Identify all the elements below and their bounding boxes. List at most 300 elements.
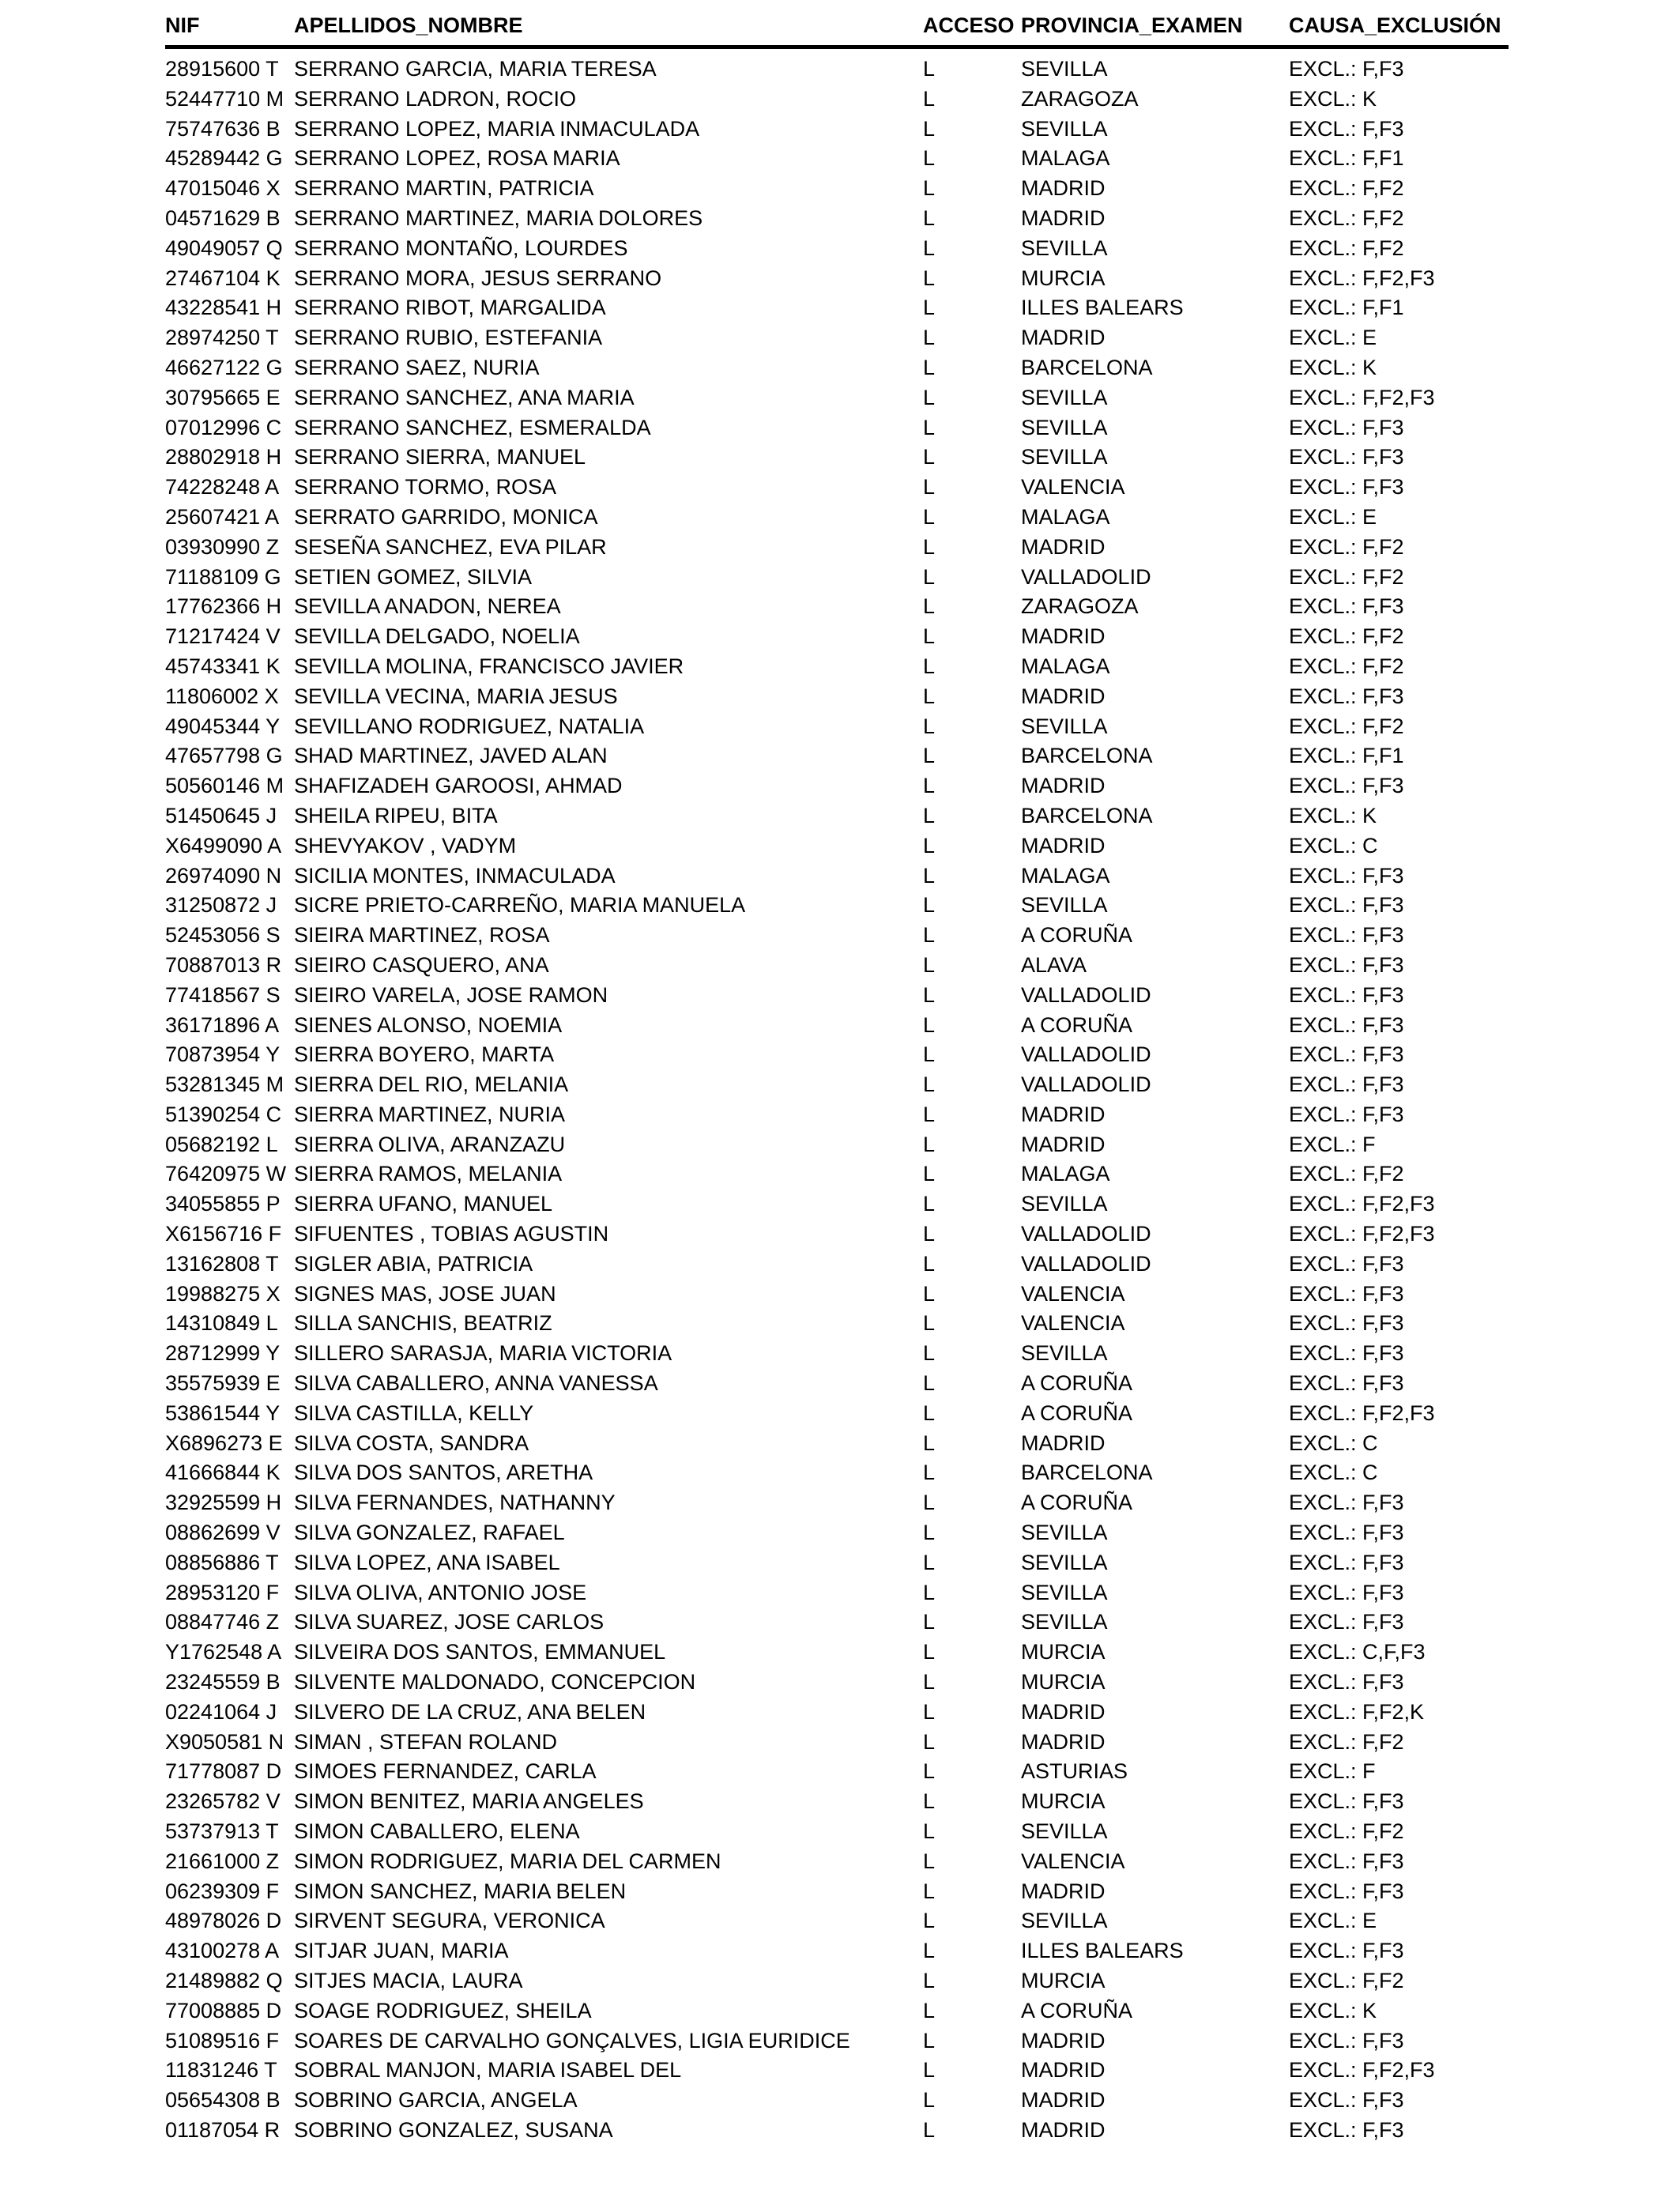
name-cell: SERRANO GARCIA, MARIA TERESA [294, 57, 657, 81]
acceso-cell: L [923, 833, 936, 858]
name-cell: SERRANO LOPEZ, MARIA INMACULADA [294, 116, 700, 141]
table-row [165, 1578, 1509, 1608]
table-row [165, 622, 1509, 652]
provincia-cell: MADRID [1021, 684, 1106, 708]
name-cell: SERRANO SANCHEZ, ESMERALDA [294, 415, 651, 439]
name-cell: SEVILLA MOLINA, FRANCISCO JAVIER [294, 654, 684, 678]
table-row [165, 1638, 1509, 1668]
causa-cell: EXCL.: F,F3 [1289, 863, 1404, 888]
nif-cell: 31250872 J [165, 893, 277, 918]
causa-cell: EXCL.: F,F3 [1289, 1281, 1404, 1306]
causa-cell: EXCL.: F,F3 [1289, 1371, 1404, 1396]
acceso-cell: L [923, 564, 936, 589]
causa-cell: EXCL.: F,F2 [1289, 534, 1404, 559]
name-cell: SILVA COSTA, SANDRA [294, 1431, 529, 1455]
causa-cell: EXCL.: F,F2,F3 [1289, 2058, 1435, 2083]
nif-cell: 51450645 J [165, 803, 277, 827]
provincia-cell: ILLES BALEARS [1021, 296, 1184, 320]
nif-cell: 27467104 K [165, 266, 281, 290]
name-cell: SERRANO SAEZ, NURIA [294, 355, 540, 379]
table-row [165, 2116, 1509, 2146]
provincia-cell: VALENCIA [1021, 1281, 1125, 1306]
acceso-cell: L [923, 534, 936, 559]
table-row [165, 1309, 1509, 1339]
acceso-cell: L [923, 1670, 936, 1695]
provincia-cell: A CORUÑA [1021, 1400, 1133, 1425]
causa-cell: EXCL.: C [1289, 1461, 1378, 1485]
causa-cell: EXCL.: F,F2 [1289, 1162, 1404, 1186]
provincia-cell: MADRID [1021, 833, 1106, 858]
nif-cell: 51390254 C [165, 1102, 282, 1126]
causa-cell: EXCL.: E [1289, 326, 1377, 350]
table-row [165, 115, 1509, 145]
provincia-cell: BARCELONA [1021, 1461, 1153, 1485]
table-row [165, 2026, 1509, 2056]
nif-cell: 70873954 Y [165, 1042, 281, 1067]
provincia-cell: SEVILLA [1021, 385, 1108, 409]
nif-cell: 46627122 G [165, 355, 283, 379]
causa-cell: EXCL.: F,F3 [1289, 1251, 1404, 1276]
name-cell: SETIEN GOMEZ, SILVIA [294, 564, 533, 589]
table-row [165, 85, 1509, 115]
causa-cell: EXCL.: F,F3 [1289, 1610, 1404, 1634]
nif-cell: 28974250 T [165, 326, 279, 350]
table-row [165, 1159, 1509, 1189]
nif-cell: 05682192 L [165, 1132, 278, 1156]
name-cell: SILVA CABALLERO, ANNA VANESSA [294, 1371, 658, 1396]
name-cell: SIMOES FERNANDEZ, CARLA [294, 1759, 597, 1784]
causa-cell: EXCL.: F,F3 [1289, 2028, 1404, 2053]
table-row [165, 1996, 1509, 2026]
table-row [165, 2086, 1509, 2116]
acceso-cell: L [923, 1610, 936, 1634]
name-cell: SIFUENTES , TOBIAS AGUSTIN [294, 1222, 609, 1246]
provincia-cell: MURCIA [1021, 1640, 1106, 1664]
causa-cell: EXCL.: F,F2 [1289, 564, 1404, 589]
table-row [165, 981, 1509, 1011]
nif-cell: 52453056 S [165, 923, 281, 948]
nif-cell: 19988275 X [165, 1281, 281, 1306]
causa-cell: EXCL.: C,F,F3 [1289, 1640, 1426, 1664]
provincia-cell: MADRID [1021, 2088, 1106, 2113]
causa-cell: EXCL.: K [1289, 86, 1377, 111]
causa-cell: EXCL.: F,F2 [1289, 236, 1404, 260]
provincia-cell: SEVILLA [1021, 445, 1108, 469]
acceso-cell: L [923, 1371, 936, 1396]
causa-cell: EXCL.: F,F3 [1289, 774, 1404, 798]
nif-cell: 47657798 G [165, 744, 283, 768]
nif-cell: 06239309 F [165, 1879, 280, 1903]
table-row [165, 1518, 1509, 1548]
acceso-cell: L [923, 1431, 936, 1455]
nif-cell: 53281345 M [165, 1072, 284, 1097]
table-row [165, 1698, 1509, 1728]
name-cell: SIERRA DEL RIO, MELANIA [294, 1072, 569, 1097]
provincia-cell: MADRID [1021, 2028, 1106, 2053]
causa-cell: EXCL.: F,F1 [1289, 296, 1404, 320]
provincia-cell: SEVILLA [1021, 1610, 1108, 1634]
causa-cell: EXCL.: F,F3 [1289, 893, 1404, 918]
causa-cell: EXCL.: F [1289, 1132, 1376, 1156]
nif-cell: 13162808 T [165, 1251, 279, 1276]
acceso-cell: L [923, 1789, 936, 1814]
acceso-cell: L [923, 714, 936, 738]
header-provincia-examen: PROVINCIA_EXAMEN [1021, 13, 1243, 37]
causa-cell: EXCL.: F,F3 [1289, 1939, 1404, 1963]
acceso-cell: L [923, 385, 936, 409]
provincia-cell: ASTURIAS [1021, 1759, 1128, 1784]
acceso-cell: L [923, 2117, 936, 2142]
name-cell: SERRANO MARTINEZ, MARIA DOLORES [294, 205, 703, 230]
nif-cell: 30795665 E [165, 385, 281, 409]
provincia-cell: VALLADOLID [1021, 1042, 1151, 1067]
acceso-cell: L [923, 2058, 936, 2083]
table-row [165, 831, 1509, 861]
causa-cell: EXCL.: F,F2,K [1289, 1699, 1425, 1724]
name-cell: SHEILA RIPEU, BITA [294, 803, 498, 827]
nif-cell: X6156716 F [165, 1222, 282, 1246]
table-row [165, 1040, 1509, 1070]
acceso-cell: L [923, 774, 936, 798]
causa-cell: EXCL.: F,F1 [1289, 146, 1404, 171]
acceso-cell: L [923, 982, 936, 1007]
acceso-cell: L [923, 1461, 936, 1485]
provincia-cell: MADRID [1021, 176, 1106, 201]
causa-cell: EXCL.: F,F3 [1289, 1849, 1404, 1873]
acceso-cell: L [923, 1400, 936, 1425]
acceso-cell: L [923, 415, 936, 439]
name-cell: SERRATO GARRIDO, MONICA [294, 504, 598, 529]
name-cell: SITJES MACIA, LAURA [294, 1969, 523, 1992]
provincia-cell: MALAGA [1021, 146, 1110, 171]
acceso-cell: L [923, 355, 936, 379]
table-row [165, 682, 1509, 712]
table-row [165, 1877, 1509, 1907]
causa-cell: EXCL.: F,F2 [1289, 624, 1404, 649]
nif-cell: 11831246 T [165, 2058, 277, 2083]
causa-cell: EXCL.: K [1289, 803, 1377, 827]
causa-cell: EXCL.: F,F3 [1289, 445, 1404, 469]
provincia-cell: MADRID [1021, 1729, 1106, 1754]
name-cell: SHAFIZADEH GAROOSI, AHMAD [294, 774, 623, 798]
name-cell: SERRANO MARTIN, PATRICIA [294, 176, 594, 201]
nif-cell: 45289442 G [165, 146, 283, 171]
nif-cell: 53861544 Y [165, 1400, 281, 1425]
nif-cell: 04571629 B [165, 205, 281, 230]
table-row [165, 1608, 1509, 1638]
acceso-cell: L [923, 236, 936, 260]
provincia-cell: VALENCIA [1021, 475, 1125, 499]
name-cell: SOARES DE CARVALHO GONÇALVES, LIGIA EURIDICE [294, 2028, 850, 2053]
table-row [165, 771, 1509, 801]
name-cell: SERRANO SIERRA, MANUEL [294, 445, 586, 469]
table-row [165, 1399, 1509, 1429]
nif-cell: 41666844 K [165, 1461, 281, 1485]
nif-cell: 74228248 A [165, 475, 280, 499]
nif-cell: X6896273 E [165, 1431, 283, 1455]
name-cell: SILLA SANCHIS, BEATRIZ [294, 1311, 552, 1336]
causa-cell: EXCL.: E [1289, 504, 1377, 529]
header-acceso: ACCESO [923, 13, 1015, 37]
table-row [165, 293, 1509, 323]
provincia-cell: MALAGA [1021, 654, 1110, 678]
provincia-cell: MADRID [1021, 1431, 1106, 1455]
provincia-cell: A CORUÑA [1021, 1012, 1133, 1037]
name-cell: SHAD MARTINEZ, JAVED ALAN [294, 744, 608, 768]
nif-cell: 48978026 D [165, 1909, 282, 1933]
provincia-cell: A CORUÑA [1021, 923, 1133, 948]
nif-cell: 47015046 X [165, 176, 281, 201]
acceso-cell: L [923, 57, 936, 81]
provincia-cell: SEVILLA [1021, 1580, 1108, 1604]
nif-cell: 50560146 M [165, 774, 284, 798]
nif-cell: 49045344 Y [165, 714, 281, 738]
acceso-cell: L [923, 1729, 936, 1754]
causa-cell: EXCL.: F,F3 [1289, 1879, 1404, 1903]
provincia-cell: VALENCIA [1021, 1849, 1125, 1873]
causa-cell: EXCL.: F,F2,F3 [1289, 1192, 1435, 1216]
provincia-cell: MURCIA [1021, 1670, 1106, 1695]
nif-cell: 53737913 T [165, 1819, 279, 1844]
provincia-cell: SEVILLA [1021, 116, 1108, 141]
nif-cell: 05654308 B [165, 2088, 281, 2113]
table-row [165, 1458, 1509, 1488]
provincia-cell: VALLADOLID [1021, 982, 1151, 1007]
nif-cell: 03930990 Z [165, 534, 280, 559]
causa-cell: EXCL.: F,F1 [1289, 744, 1404, 768]
causa-cell: EXCL.: F,F3 [1289, 1311, 1404, 1336]
name-cell: SILLERO SARASJA, MARIA VICTORIA [294, 1341, 672, 1366]
provincia-cell: SEVILLA [1021, 1521, 1108, 1545]
table-row [165, 712, 1509, 742]
nif-cell: 08847746 Z [165, 1610, 280, 1634]
acceso-cell: L [923, 1222, 936, 1246]
name-cell: SIEIRO VARELA, JOSE RAMON [294, 982, 608, 1007]
provincia-cell: BARCELONA [1021, 355, 1153, 379]
name-cell: SIMON CABALLERO, ELENA [294, 1819, 580, 1844]
header-nif: NIF [165, 13, 200, 37]
acceso-cell: L [923, 744, 936, 768]
acceso-cell: L [923, 803, 936, 827]
causa-cell: EXCL.: F,F3 [1289, 1521, 1404, 1545]
provincia-cell: SEVILLA [1021, 714, 1108, 738]
table-row [165, 1189, 1509, 1220]
nif-cell: 71188109 G [165, 564, 281, 589]
nif-cell: 23245559 B [165, 1670, 281, 1695]
nif-cell: 02241064 J [165, 1699, 277, 1724]
acceso-cell: L [923, 1759, 936, 1784]
nif-cell: 32925599 H [165, 1491, 282, 1515]
name-cell: SOBRINO GARCIA, ANGELA [294, 2088, 578, 2113]
table-row [165, 533, 1509, 563]
acceso-cell: L [923, 1998, 936, 2022]
name-cell: SERRANO RUBIO, ESTEFANIA [294, 326, 603, 350]
acceso-cell: L [923, 893, 936, 918]
acceso-cell: L [923, 1042, 936, 1067]
causa-cell: EXCL.: F,F3 [1289, 2117, 1404, 2142]
table-row [165, 1250, 1509, 1280]
acceso-cell: L [923, 1102, 936, 1126]
table-row [165, 921, 1509, 951]
causa-cell: EXCL.: F,F3 [1289, 923, 1404, 948]
acceso-cell: L [923, 86, 936, 111]
causa-cell: EXCL.: F,F3 [1289, 594, 1404, 619]
table-row [165, 1488, 1509, 1518]
nif-cell: 25607421 A [165, 504, 280, 529]
table-row [165, 1817, 1509, 1847]
acceso-cell: L [923, 2028, 936, 2053]
provincia-cell: VALENCIA [1021, 1311, 1125, 1336]
causa-cell: EXCL.: F,F3 [1289, 1789, 1404, 1814]
nif-cell: 43228541 H [165, 296, 282, 320]
name-cell: SESEÑA SANCHEZ, EVA PILAR [294, 534, 607, 559]
table-row [165, 1728, 1509, 1758]
name-cell: SIERRA BOYERO, MARTA [294, 1042, 555, 1067]
acceso-cell: L [923, 1072, 936, 1097]
acceso-cell: L [923, 205, 936, 230]
table-row [165, 1787, 1509, 1817]
name-cell: SIEIRA MARTINEZ, ROSA [294, 923, 550, 948]
name-cell: SILVA GONZALEZ, RAFAEL [294, 1521, 565, 1545]
table-row [165, 383, 1509, 413]
nif-cell: 08856886 T [165, 1550, 279, 1574]
table-row [165, 2056, 1509, 2086]
table-row [165, 652, 1509, 682]
table-row [165, 861, 1509, 892]
table-row [165, 1369, 1509, 1399]
name-cell: SERRANO LOPEZ, ROSA MARIA [294, 146, 620, 171]
causa-cell: EXCL.: E [1289, 1909, 1377, 1933]
causa-cell: EXCL.: F,F2,F3 [1289, 1222, 1435, 1246]
table-row [165, 503, 1509, 533]
nif-cell: 21661000 Z [165, 1849, 280, 1873]
causa-cell: EXCL.: F,F2,F3 [1289, 385, 1435, 409]
acceso-cell: L [923, 1132, 936, 1156]
table-row [165, 1070, 1509, 1100]
provincia-cell: VALLADOLID [1021, 1251, 1151, 1276]
name-cell: SERRANO MORA, JESUS SERRANO [294, 266, 662, 290]
provincia-cell: MADRID [1021, 624, 1106, 649]
acceso-cell: L [923, 863, 936, 888]
causa-cell: EXCL.: C [1289, 1431, 1378, 1455]
provincia-cell: MADRID [1021, 774, 1106, 798]
causa-cell: EXCL.: F,F3 [1289, 475, 1404, 499]
provincia-cell: SEVILLA [1021, 236, 1108, 260]
nif-cell: 35575939 E [165, 1371, 281, 1396]
name-cell: SIMON BENITEZ, MARIA ANGELES [294, 1789, 644, 1814]
table-row [165, 1011, 1509, 1041]
nif-cell: Y1762548 A [165, 1640, 282, 1664]
name-cell: SERRANO MONTAÑO, LOURDES [294, 236, 628, 260]
nif-cell: 26974090 N [165, 863, 282, 888]
provincia-cell: ILLES BALEARS [1021, 1939, 1184, 1963]
causa-cell: EXCL.: F,F3 [1289, 1670, 1404, 1695]
acceso-cell: L [923, 475, 936, 499]
nif-cell: 49049057 Q [165, 236, 283, 260]
causa-cell: EXCL.: F,F2 [1289, 1969, 1404, 1992]
table-row [165, 1280, 1509, 1310]
name-cell: SIMON SANCHEZ, MARIA BELEN [294, 1879, 627, 1903]
name-cell: SEVILLA ANADON, NEREA [294, 594, 561, 619]
table-row [165, 55, 1509, 85]
table-row [165, 174, 1509, 204]
causa-cell: EXCL.: F,F2,F3 [1289, 266, 1435, 290]
causa-cell: EXCL.: F,F2 [1289, 714, 1404, 738]
acceso-cell: L [923, 952, 936, 977]
name-cell: SILVA LOPEZ, ANA ISABEL [294, 1550, 560, 1574]
provincia-cell: MADRID [1021, 2058, 1106, 2083]
provincia-cell: BARCELONA [1021, 803, 1153, 827]
provincia-cell: SEVILLA [1021, 1909, 1108, 1933]
table-row [165, 264, 1509, 294]
acceso-cell: L [923, 654, 936, 678]
table-row [165, 1548, 1509, 1578]
provincia-cell: MALAGA [1021, 504, 1110, 529]
provincia-cell: SEVILLA [1021, 893, 1108, 918]
table-row [165, 234, 1509, 264]
provincia-cell: MALAGA [1021, 863, 1110, 888]
name-cell: SEVILLA DELGADO, NOELIA [294, 624, 580, 649]
nif-cell: X9050581 N [165, 1729, 284, 1754]
table-row [165, 1966, 1509, 1996]
table-row [165, 1847, 1509, 1877]
nif-cell: 52447710 M [165, 86, 284, 111]
name-cell: SOAGE RODRIGUEZ, SHEILA [294, 1998, 592, 2022]
nif-cell: 28915600 T [165, 57, 279, 81]
acceso-cell: L [923, 445, 936, 469]
causa-cell: EXCL.: F,F3 [1289, 1012, 1404, 1037]
provincia-cell: ZARAGOZA [1021, 594, 1139, 619]
provincia-cell: VALLADOLID [1021, 1072, 1151, 1097]
causa-cell: EXCL.: F,F3 [1289, 1550, 1404, 1574]
table-row [165, 1220, 1509, 1250]
provincia-cell: MADRID [1021, 2117, 1106, 2142]
name-cell: SERRANO RIBOT, MARGALIDA [294, 296, 606, 320]
table-row [165, 1339, 1509, 1369]
acceso-cell: L [923, 594, 936, 619]
table-row [165, 1936, 1509, 1966]
causa-cell: EXCL.: F,F3 [1289, 57, 1404, 81]
provincia-cell: A CORUÑA [1021, 1371, 1133, 1396]
name-cell: SIMON RODRIGUEZ, MARIA DEL CARMEN [294, 1849, 721, 1873]
name-cell: SIRVENT SEGURA, VERONICA [294, 1909, 605, 1933]
name-cell: SILVA FERNANDES, NATHANNY [294, 1491, 616, 1515]
nif-cell: 01187054 R [165, 2117, 281, 2142]
acceso-cell: L [923, 1281, 936, 1306]
acceso-cell: L [923, 1012, 936, 1037]
acceso-cell: L [923, 146, 936, 171]
causa-cell: EXCL.: F,F2 [1289, 176, 1404, 201]
acceso-cell: L [923, 176, 936, 201]
name-cell: SITJAR JUAN, MARIA [294, 1939, 509, 1963]
table-row [165, 592, 1509, 622]
nif-cell: 36171896 A [165, 1012, 280, 1037]
nif-cell: 76420975 W [165, 1162, 287, 1186]
provincia-cell: MURCIA [1021, 1969, 1106, 1992]
causa-cell: EXCL.: F,F3 [1289, 1491, 1404, 1515]
acceso-cell: L [923, 1580, 936, 1604]
name-cell: SILVEIRA DOS SANTOS, EMMANUEL [294, 1640, 666, 1664]
provincia-cell: SEVILLA [1021, 1550, 1108, 1574]
table-row [165, 323, 1509, 353]
table-row [165, 1906, 1509, 1936]
provincia-cell: VALLADOLID [1021, 564, 1151, 589]
table-row [165, 801, 1509, 831]
nif-cell: 71778087 D [165, 1759, 282, 1784]
name-cell: SILVERO DE LA CRUZ, ANA BELEN [294, 1699, 646, 1724]
name-cell: SERRANO SANCHEZ, ANA MARIA [294, 385, 635, 409]
provincia-cell: ZARAGOZA [1021, 86, 1139, 111]
